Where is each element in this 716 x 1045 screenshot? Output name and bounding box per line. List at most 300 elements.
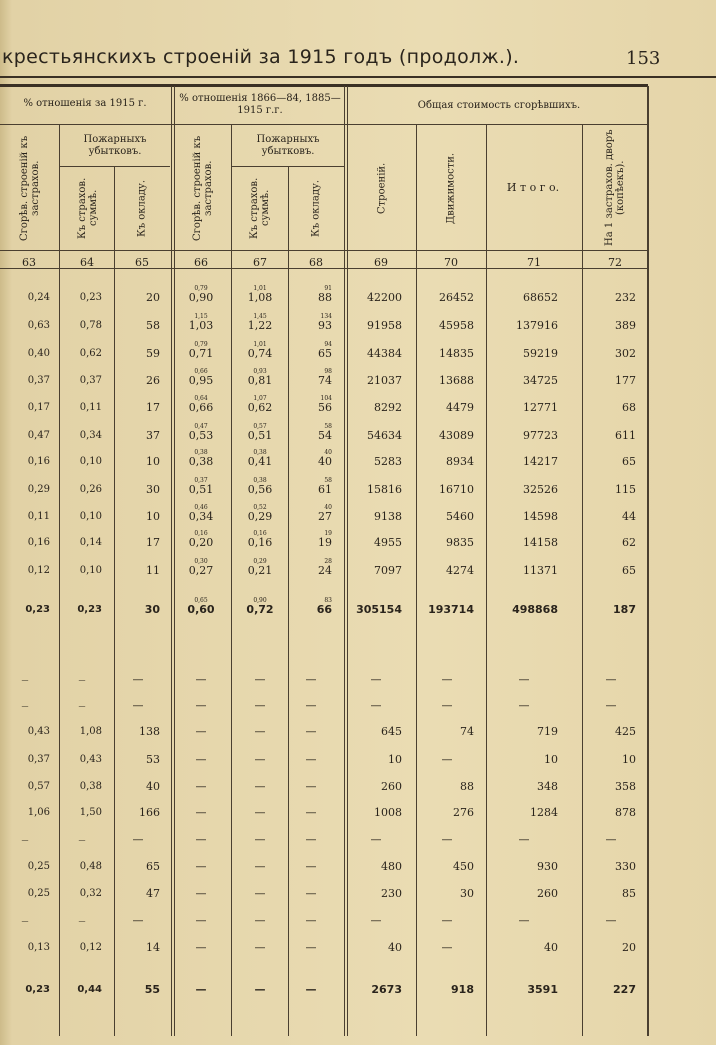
cumulative-superscript: 0,79 (194, 285, 208, 292)
table-cell-col-71: 1284 (530, 806, 558, 819)
cumulative-superscript: 0,16 (194, 530, 208, 537)
table-cell-col-65: 37 (146, 429, 160, 442)
table-cell-col-70: — (441, 833, 453, 846)
table-cell-col-65: 47 (146, 887, 160, 900)
table-cell-col-64: 0,11 (79, 402, 102, 413)
cumulative-superscript: 98 (324, 368, 332, 375)
cumulative-superscript: 1,07 (253, 395, 267, 402)
group-header-1915: % отношенія за 1915 г. (23, 98, 147, 109)
cumulative-superscript: 40 (324, 504, 332, 511)
table-cell-col-70: 4274 (446, 564, 474, 577)
table-cell-col-68: 24 (318, 564, 332, 577)
table-cell-col-71: 68652 (523, 291, 558, 304)
col-header-68: Къ окладу. (310, 179, 322, 237)
table-cell-col-69: 91958 (367, 319, 402, 332)
table-cell-col-70: 918 (451, 983, 474, 996)
table-cell-col-64: 0,44 (77, 984, 102, 995)
table-cell-col-65: — (132, 673, 144, 686)
table-cell-col-68: 65 (318, 347, 332, 360)
table-cell-col-70: 16710 (439, 483, 474, 496)
table-cell-col-64: 0,43 (79, 754, 102, 765)
table-cell-col-66: — (195, 673, 207, 686)
table-cell-col-67: — (254, 860, 266, 873)
table-cell-col-67: 1,22 (247, 319, 273, 332)
table-cell-col-67: — (254, 887, 266, 900)
table-cell-col-71: — (518, 699, 530, 712)
table-cell-col-64: 0,38 (79, 781, 102, 792)
cumulative-superscript: 58 (324, 477, 332, 484)
group-header-1866-1915: % отношенія 1866—84, 1885—1915 г.г. (179, 93, 341, 116)
cumulative-superscript: 0,90 (253, 597, 267, 604)
table-cell-col-68: — (305, 673, 317, 686)
table-cell-col-71: 12771 (523, 401, 558, 414)
cumulative-superscript: 0,79 (194, 341, 208, 348)
col-divider (486, 124, 487, 1036)
table-cell-col-70: 74 (460, 725, 474, 738)
col-header-66: Сгорѣв. строеній къ застрахов. (192, 135, 214, 241)
cumulative-superscript: 58 (324, 423, 332, 430)
table-cell-col-67: — (254, 914, 266, 927)
table-cell-col-68: — (305, 699, 317, 712)
table-cell-col-72: 65 (622, 455, 636, 468)
table-cell-col-68: — (305, 780, 317, 793)
table-cell-col-66: 0,27 (188, 564, 214, 577)
table-cell-col-64: 0,10 (79, 456, 102, 467)
table-cell-col-72: 115 (615, 483, 636, 496)
cumulative-superscript: 0,30 (194, 558, 208, 565)
page-title: крестьянскихъ строеній за 1915 годъ (продолж.). (2, 46, 520, 68)
table-cell-col-63: 0,12 (27, 565, 50, 576)
cumulative-superscript: 134 (320, 313, 332, 320)
table-cell-col-72: 227 (613, 983, 636, 996)
table-cell-col-66: — (195, 725, 207, 738)
table-cell-col-71: 32526 (523, 483, 558, 496)
table-cell-col-63: 0,47 (27, 430, 50, 441)
table-cell-col-71: 59219 (523, 347, 558, 360)
table-cell-col-70: 5460 (446, 510, 474, 523)
table-cell-col-72: 187 (613, 603, 636, 616)
table-cell-col-72: 302 (615, 347, 636, 360)
col-divider (59, 124, 60, 1036)
col-num-64: 64 (80, 256, 94, 269)
table-cell-col-64: 1,50 (79, 807, 102, 818)
table-cell-col-65: 10 (146, 455, 160, 468)
table-cell-col-67: — (254, 725, 266, 738)
table-cell-col-63: — (21, 702, 29, 710)
table-cell-col-65: 17 (146, 536, 160, 549)
header-line (0, 250, 648, 251)
table-cell-col-65: 10 (146, 510, 160, 523)
table-cell-col-69: — (370, 699, 382, 712)
table-cell-col-71: 930 (537, 860, 558, 873)
table-cell-col-67: — (254, 833, 266, 846)
table-cell-col-68: — (305, 725, 317, 738)
cumulative-superscript: 104 (320, 395, 332, 402)
table-cell-col-64: 1,08 (79, 726, 102, 737)
table-cell-col-63: 0,13 (27, 942, 50, 953)
table-cell-col-69: 480 (381, 860, 402, 873)
table-cell-col-70: — (441, 673, 453, 686)
table-cell-col-65: 55 (144, 983, 160, 996)
table-cell-col-63: 0,25 (27, 888, 50, 899)
col-header-65: Къ окладу. (136, 179, 148, 237)
table-cell-col-64: — (78, 676, 86, 684)
table-cell-col-66: — (195, 833, 207, 846)
col-header-63: Сгорѣв. строеній къ застрахов. (19, 135, 41, 241)
col-divider (174, 86, 175, 1036)
table-cell-col-63: 0,57 (27, 781, 50, 792)
table-cell-col-69: 4955 (374, 536, 402, 549)
col-num-69: 69 (374, 256, 388, 269)
table-cell-col-70: — (441, 699, 453, 712)
table-cell-col-65: 30 (144, 603, 160, 616)
table-cell-col-69: 305154 (356, 603, 402, 616)
table-cell-col-64: 0,48 (79, 861, 102, 872)
cumulative-superscript: 0,65 (194, 597, 208, 604)
table-cell-col-63: 0,16 (27, 456, 50, 467)
table-cell-col-63: 0,17 (27, 402, 50, 413)
table-cell-col-70: 43089 (439, 429, 474, 442)
table-cell-col-68: — (305, 983, 317, 996)
table-cell-col-67: — (254, 699, 266, 712)
table-cell-col-72: 358 (615, 780, 636, 793)
table-cell-col-64: — (78, 836, 86, 844)
table-cell-col-72: — (605, 914, 617, 927)
cumulative-superscript: 0,37 (194, 477, 208, 484)
table-cell-col-71: — (518, 914, 530, 927)
table-cell-col-63: 0,23 (25, 604, 50, 615)
table-cell-col-64: 0,78 (79, 320, 102, 331)
table-cell-col-66: — (195, 806, 207, 819)
table-cell-col-70: 276 (453, 806, 474, 819)
table-cell-col-72: 85 (622, 887, 636, 900)
table-cell-col-69: 5283 (374, 455, 402, 468)
cumulative-superscript: 94 (324, 341, 332, 348)
col-header-69: Строеній. (376, 162, 388, 214)
table-cell-col-68: 54 (318, 429, 332, 442)
col-divider (347, 86, 348, 1036)
table-cell-col-65: 53 (146, 753, 160, 766)
table-cell-col-71: — (518, 833, 530, 846)
table-cell-col-71: 11371 (523, 564, 558, 577)
table-cell-col-64: 0,10 (79, 511, 102, 522)
table-cell-col-66: — (195, 860, 207, 873)
table-cell-col-66: — (195, 887, 207, 900)
table-cell-col-72: 44 (622, 510, 636, 523)
cumulative-superscript: 0,38 (253, 449, 267, 456)
table-cell-col-71: 14217 (523, 455, 558, 468)
table-cell-col-67: 0,41 (247, 455, 273, 468)
table-cell-col-65: — (132, 833, 144, 846)
table-cell-col-66: 0,20 (188, 536, 214, 549)
table-cell-col-68: 88 (318, 291, 332, 304)
table-cell-col-66: — (195, 699, 207, 712)
table-cell-col-68: — (305, 941, 317, 954)
table-cell-col-69: 9138 (374, 510, 402, 523)
table-cell-col-69: 54634 (367, 429, 402, 442)
table-cell-col-67: — (254, 753, 266, 766)
col-divider (114, 166, 115, 1036)
table-cell-col-72: 62 (622, 536, 636, 549)
cumulative-superscript: 1,45 (253, 313, 267, 320)
table-cell-col-72: 65 (622, 564, 636, 577)
table-cell-col-65: 138 (139, 725, 160, 738)
table-cell-col-64: 0,12 (79, 942, 102, 953)
table-cell-col-70: — (441, 914, 453, 927)
table-cell-col-70: 4479 (446, 401, 474, 414)
table-cell-col-70: 30 (460, 887, 474, 900)
table-cell-col-67: 0,81 (247, 374, 273, 387)
table-cell-col-67: 0,21 (247, 564, 273, 577)
group-header-total-cost: Общая стоимость сгорѣвшихъ. (417, 100, 581, 111)
table-cell-col-70: 193714 (428, 603, 474, 616)
col-num-66: 66 (194, 256, 208, 269)
cumulative-superscript: 0,38 (194, 449, 208, 456)
table-cell-col-72: 330 (615, 860, 636, 873)
table-cell-col-65: 40 (146, 780, 160, 793)
col-header-71: И т о г о. (506, 181, 560, 194)
table-cell-col-65: 17 (146, 401, 160, 414)
table-cell-col-71: 40 (544, 941, 558, 954)
table-cell-col-63: 0,23 (25, 984, 50, 995)
table-cell-col-70: 8934 (446, 455, 474, 468)
table-cell-col-68: — (305, 806, 317, 819)
table-cell-col-70: — (441, 941, 453, 954)
col-num-68: 68 (309, 256, 323, 269)
cumulative-superscript: 0,64 (194, 395, 208, 402)
cumulative-superscript: 91 (324, 285, 332, 292)
table-cell-col-72: — (605, 673, 617, 686)
table-cell-col-69: 1008 (374, 806, 402, 819)
subgroup-losses-1: Пожарныхъ убытковъ. (83, 134, 147, 157)
table-cell-col-64: 0,32 (79, 888, 102, 899)
table-cell-col-64: 0,34 (79, 430, 102, 441)
table-cell-col-69: 2673 (371, 983, 402, 996)
table-cell-col-70: 450 (453, 860, 474, 873)
table-cell-col-67: 0,62 (247, 401, 273, 414)
cumulative-superscript: 0,47 (194, 423, 208, 430)
table-cell-col-63: 0,29 (27, 484, 50, 495)
table-cell-col-64: 0,23 (77, 604, 102, 615)
table-cell-col-69: 15816 (367, 483, 402, 496)
table-cell-col-68: — (305, 887, 317, 900)
table-cell-col-70: — (441, 753, 453, 766)
table-cell-col-66: 0,60 (187, 603, 215, 616)
table-cell-col-72: 232 (615, 291, 636, 304)
col-header-67: Къ страхов. суммѣ. (249, 177, 271, 239)
table-cell-col-63: 0,63 (27, 320, 50, 331)
table-right-edge (647, 86, 649, 1036)
table-cell-col-65: 20 (146, 291, 160, 304)
cumulative-superscript: 19 (324, 530, 332, 537)
table-cell-col-71: 34725 (523, 374, 558, 387)
table-cell-col-70: 14835 (439, 347, 474, 360)
table-cell-col-72: 389 (615, 319, 636, 332)
col-divider (416, 124, 417, 1036)
table-cell-col-63: 0,16 (27, 537, 50, 548)
table-cell-col-68: — (305, 914, 317, 927)
table-cell-col-66: — (195, 914, 207, 927)
table-cell-col-69: — (370, 914, 382, 927)
col-divider (344, 86, 345, 1036)
table-cell-col-66: — (195, 983, 207, 996)
cumulative-superscript: 1,01 (253, 341, 267, 348)
table-cell-col-66: 1,03 (188, 319, 214, 332)
cumulative-superscript: 1,15 (194, 313, 208, 320)
table-cell-col-72: 177 (615, 374, 636, 387)
col-num-63: 63 (22, 256, 36, 269)
page-number: 153 (626, 48, 661, 69)
table-cell-col-72: 425 (615, 725, 636, 738)
table-cell-col-67: 0,29 (247, 510, 273, 523)
table-cell-col-68: 40 (318, 455, 332, 468)
table-cell-col-66: — (195, 941, 207, 954)
table-cell-col-63: 0,25 (27, 861, 50, 872)
table-cell-col-63: 0,11 (27, 511, 50, 522)
table-cell-col-66: 0,38 (188, 455, 214, 468)
table-cell-col-66: 0,95 (188, 374, 214, 387)
col-num-72: 72 (608, 256, 622, 269)
table-cell-col-66: 0,34 (188, 510, 214, 523)
table-cell-col-72: — (605, 699, 617, 712)
table-cell-col-68: — (305, 860, 317, 873)
cumulative-superscript: 0,93 (253, 368, 267, 375)
table-cell-col-65: — (132, 914, 144, 927)
table-cell-col-67: 0,16 (247, 536, 273, 549)
table-cell-col-68: 66 (316, 603, 332, 616)
table-cell-col-63: 0,24 (27, 292, 50, 303)
cumulative-superscript: 83 (324, 597, 332, 604)
col-divider (288, 166, 289, 1036)
table-cell-col-69: — (370, 673, 382, 686)
col-num-70: 70 (444, 256, 458, 269)
table-cell-col-64: 0,37 (79, 375, 102, 386)
table-cell-col-69: 7097 (374, 564, 402, 577)
table-cell-col-71: 10 (544, 753, 558, 766)
table-cell-col-69: 40 (388, 941, 402, 954)
cumulative-superscript: 0,52 (253, 504, 267, 511)
table-cell-col-72: — (605, 833, 617, 846)
table-cell-col-65: 65 (146, 860, 160, 873)
table-cell-col-67: 0,72 (246, 603, 274, 616)
subgroup-losses-2: Пожарныхъ убытковъ. (256, 134, 320, 157)
table-cell-col-71: 97723 (523, 429, 558, 442)
table-cell-col-67: — (254, 780, 266, 793)
table-cell-col-65: 26 (146, 374, 160, 387)
table-cell-col-66: 0,51 (188, 483, 214, 496)
table-cell-col-69: 230 (381, 887, 402, 900)
table-cell-col-63: 0,40 (27, 348, 50, 359)
table-cell-col-66: 0,71 (188, 347, 214, 360)
cumulative-superscript: 1,01 (253, 285, 267, 292)
table-cell-col-64: 0,26 (79, 484, 102, 495)
table-cell-col-71: 348 (537, 780, 558, 793)
header-line (60, 166, 170, 167)
table-cell-col-64: 0,10 (79, 565, 102, 576)
table-cell-col-68: 27 (318, 510, 332, 523)
table-cell-col-69: 10 (388, 753, 402, 766)
table-cell-col-63: 1,06 (27, 807, 50, 818)
col-divider (171, 86, 172, 1036)
table-cell-col-67: 0,56 (247, 483, 273, 496)
table-cell-col-71: 498868 (512, 603, 558, 616)
table-cell-col-71: 14598 (523, 510, 558, 523)
table-cell-col-68: — (305, 833, 317, 846)
table-cell-col-65: 30 (146, 483, 160, 496)
table-cell-col-72: 878 (615, 806, 636, 819)
table-cell-col-67: 0,51 (247, 429, 273, 442)
table-cell-col-70: 45958 (439, 319, 474, 332)
table-cell-col-63: — (21, 836, 29, 844)
table-cell-col-72: 20 (622, 941, 636, 954)
cumulative-superscript: 0,29 (253, 558, 267, 565)
table-cell-col-67: 0,74 (247, 347, 273, 360)
cumulative-superscript: 40 (324, 449, 332, 456)
table-cell-col-71: 260 (537, 887, 558, 900)
table-cell-col-66: — (195, 780, 207, 793)
table-cell-col-65: 58 (146, 319, 160, 332)
table-top-rule (0, 84, 648, 87)
table-cell-col-64: 0,62 (79, 348, 102, 359)
table-cell-col-64: 0,23 (79, 292, 102, 303)
table-cell-col-63: 0,37 (27, 754, 50, 765)
table-cell-col-71: — (518, 673, 530, 686)
table-cell-col-68: 19 (318, 536, 332, 549)
table-cell-col-69: 260 (381, 780, 402, 793)
table-cell-col-69: 44384 (367, 347, 402, 360)
col-divider (582, 124, 583, 1036)
col-num-71: 71 (527, 256, 541, 269)
table-cell-col-68: 56 (318, 401, 332, 414)
table-cell-col-71: 3591 (527, 983, 558, 996)
table-cell-col-68: 61 (318, 483, 332, 496)
cumulative-superscript: 0,66 (194, 368, 208, 375)
table-cell-col-67: 1,08 (247, 291, 273, 304)
table-cell-col-71: 719 (537, 725, 558, 738)
table-cell-col-65: — (132, 699, 144, 712)
table-cell-col-67: — (254, 673, 266, 686)
cumulative-superscript: 0,16 (253, 530, 267, 537)
table-cell-col-71: 137916 (516, 319, 558, 332)
table-cell-col-63: — (21, 917, 29, 925)
table-cell-col-71: 14158 (523, 536, 558, 549)
table-cell-col-69: 8292 (374, 401, 402, 414)
col-num-67: 67 (253, 256, 267, 269)
table-cell-col-68: 93 (318, 319, 332, 332)
table-cell-col-70: 13688 (439, 374, 474, 387)
cumulative-superscript: 28 (324, 558, 332, 565)
cumulative-superscript: 0,57 (253, 423, 267, 430)
col-num-65: 65 (135, 256, 149, 269)
table-cell-col-64: 0,14 (79, 537, 102, 548)
table-cell-col-64: — (78, 702, 86, 710)
table-cell-col-63: 0,43 (27, 726, 50, 737)
col-header-64: Къ страхов. суммѣ. (77, 177, 99, 239)
table-cell-col-67: — (254, 983, 266, 996)
table-cell-col-69: 42200 (367, 291, 402, 304)
table-cell-col-72: 611 (615, 429, 636, 442)
table-cell-col-65: 11 (146, 564, 160, 577)
table-cell-col-64: — (78, 917, 86, 925)
table-cell-col-68: — (305, 753, 317, 766)
table-cell-col-70: 9835 (446, 536, 474, 549)
table-cell-col-72: 68 (622, 401, 636, 414)
title-rule (0, 76, 716, 78)
col-divider (231, 124, 232, 1036)
table-cell-col-67: — (254, 806, 266, 819)
table-cell-col-69: 21037 (367, 374, 402, 387)
table-cell-col-65: 166 (139, 806, 160, 819)
